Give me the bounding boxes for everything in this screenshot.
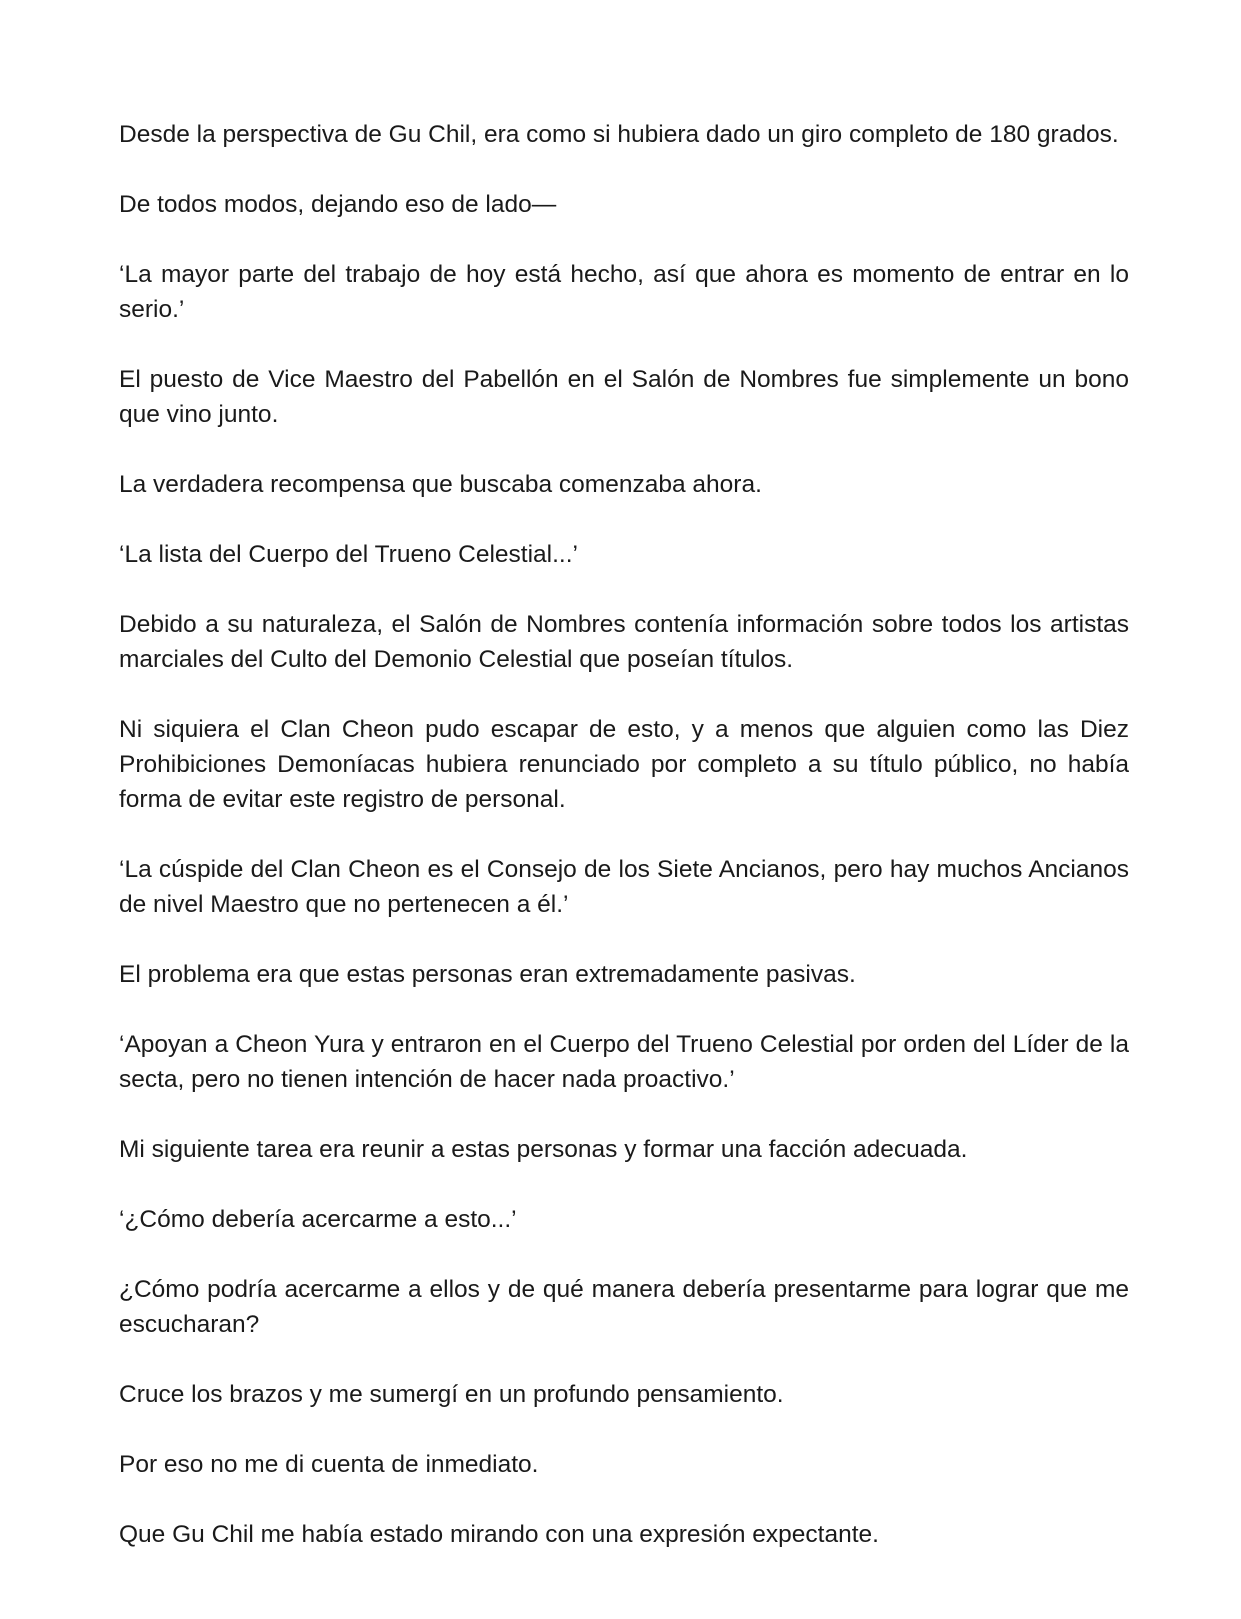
paragraph: De todos modos, dejando eso de lado—: [119, 191, 557, 218]
paragraph: La verdadera recompensa que buscaba comenzaba ahora.: [119, 471, 762, 498]
paragraph: El puesto de Vice Maestro del Pabellón en el Salón de Nombres fue simplemente un bono que vino junto.: [119, 366, 1129, 428]
paragraph: El problema era que estas personas eran extremadamente pasivas.: [119, 961, 856, 988]
paragraph: Desde la perspectiva de Gu Chil, era como si hubiera dado un giro completo de 180 grados.: [119, 121, 1119, 148]
paragraph: Por eso no me di cuenta de inmediato.: [119, 1451, 539, 1478]
paragraph: ‘La cúspide del Clan Cheon es el Consejo de los Siete Ancianos, pero hay muchos Ancianos de nivel Maestro que no pertenecen a él.’: [119, 856, 1129, 918]
paragraph: Cruce los brazos y me sumergí en un profundo pensamiento.: [119, 1381, 784, 1408]
paragraph: ‘La mayor parte del trabajo de hoy está hecho, así que ahora es momento de entrar en lo serio.’: [119, 261, 1129, 323]
paragraph: Debido a su naturaleza, el Salón de Nombres contenía información sobre todos los artistas marciales del Culto del Demonio Celestial que poseían títulos.: [119, 611, 1129, 673]
paragraph: ‘La lista del Cuerpo del Trueno Celestial...’: [119, 541, 578, 568]
paragraph: Ni siquiera el Clan Cheon pudo escapar de esto, y a menos que alguien como las Diez Prohibiciones Demoníacas hubiera renunciado por completo a su título público, no había forma de evitar este registro de personal.: [119, 716, 1129, 813]
paragraph: Que Gu Chil me había estado mirando con una expresión expectante.: [119, 1521, 879, 1548]
paragraph: ¿Cómo podría acercarme a ellos y de qué manera debería presentarme para lograr que me escucharan?: [119, 1276, 1129, 1338]
paragraph: Mi siguiente tarea era reunir a estas personas y formar una facción adecuada.: [119, 1136, 968, 1163]
document-body: [119, 117, 1129, 1552]
paragraph: ‘Apoyan a Cheon Yura y entraron en el Cuerpo del Trueno Celestial por orden del Líder de la secta, pero no tienen intención de hacer nada proactivo.’: [119, 1031, 1129, 1093]
paragraph: ‘¿Cómo debería acercarme a esto...’: [119, 1206, 517, 1233]
